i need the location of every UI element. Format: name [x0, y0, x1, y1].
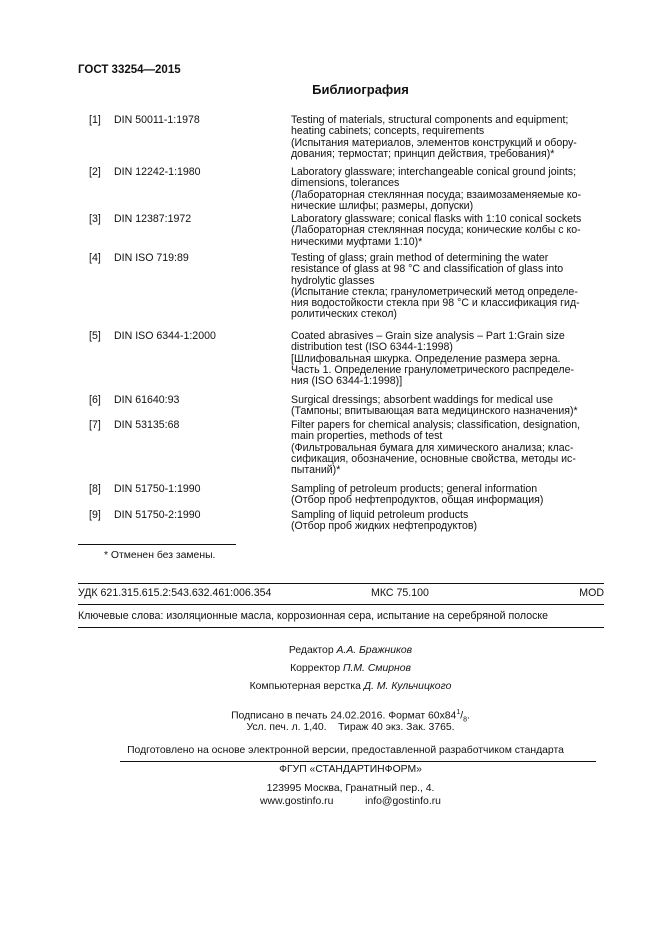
reference-code: DIN ISO 6344-1:2000: [114, 330, 216, 342]
classification-top-rule: [78, 583, 604, 584]
reference-line: Laboratory glassware; conical flasks with 1:10 conical sockets: [291, 213, 582, 225]
reference-line: main properties, methods of test: [291, 430, 443, 443]
reference-line: ния водостойкости стекла при 98 °C и классификация гид-: [291, 297, 580, 310]
reference-number: [9]: [89, 509, 101, 521]
reference-number: [3]: [89, 213, 101, 225]
corrector-line: Корректор П.М. Смирнов: [290, 663, 411, 674]
reference-code: DIN 50011-1:1978: [114, 114, 200, 126]
reference-line: Filter papers for chemical analysis; classification, designation,: [291, 419, 581, 431]
reference-description: [291, 253, 607, 321]
reference-line: пытаний)*: [291, 464, 341, 477]
classification-bottom-rule: [78, 604, 604, 605]
footnote: * Отменен без замены.: [104, 550, 216, 561]
page-title: Библиография: [312, 82, 409, 97]
reference-line: ния (ISO 6344-1:1998)]: [291, 375, 403, 388]
reference-line: дования; термостат; принцип действия, требования)*: [291, 147, 555, 160]
reference-line: (Лабораторная стеклянная посуда; взаимозаменяемые ко-: [291, 188, 582, 201]
reference-code: DIN 53135:68: [114, 419, 180, 431]
reference-line: distribution test (ISO 6344-1:1998): [291, 341, 453, 354]
reference-line: Surgical dressings; absorbent waddings for medical use: [291, 394, 554, 406]
layout-name: Д. М. Кульчицкого: [363, 681, 452, 692]
corrector-name: П.М. Смирнов: [342, 663, 411, 674]
editor-line: Редактор А.А. Бражников: [288, 645, 413, 656]
reference-description: [291, 484, 607, 507]
reference-description: [291, 395, 607, 418]
reference-line: нические шлифы; размеры, допуски): [291, 199, 474, 212]
imprint-rule: [120, 761, 596, 762]
signed-line: Подписано в печать 24.02.2016. Формат $60х84^1/_8$.: [231, 709, 470, 724]
keywords: Ключевые слова: изоляционные масла, коррозионная сера, испытание на серебряной полоске: [78, 610, 549, 622]
address: 123995 Москва, Гранатный пер., 4.: [266, 783, 435, 794]
reference-number: [4]: [89, 252, 101, 264]
prepared-note: Подготовлено на основе электронной версии, предоставленной разработчиком стандарта: [127, 745, 564, 756]
publisher: ФГУП «СТАНДАРТИНФОРМ»: [279, 764, 422, 775]
reference-line: heating cabinets; concepts, requirements: [291, 125, 485, 138]
reference-line: dimensions, tolerances: [291, 177, 400, 190]
reference-line: Laboratory glassware; interchangeable conical ground joints;: [291, 166, 577, 178]
reference-code: DIN 51750-2:1990: [114, 509, 201, 521]
reference-line: Coated abrasives – Grain size analysis – Part 1:Grain size: [291, 330, 565, 342]
reference-description: [291, 331, 607, 387]
mks-code: МКС 75.100: [371, 587, 429, 599]
reference-line: (Отбор проб нефтепродуктов, общая информация): [291, 494, 544, 507]
print-info-line: Усл. печ. л. 1,40. Тираж 40 экз. Зак. 3765.: [246, 722, 455, 733]
reference-line: Sampling of liquid petroleum products: [291, 509, 469, 521]
reference-code: DIN 61640:93: [114, 394, 180, 406]
udc-code: УДК 621.315.615.2:543.632.461:006.354: [78, 587, 272, 599]
standard-number: ГОСТ 33254—2015: [78, 64, 181, 76]
website-link[interactable]: www.gostinfo.ru: [260, 796, 334, 807]
reference-number: [6]: [89, 394, 101, 406]
reference-code: DIN 51750-1:1990: [114, 483, 201, 495]
reference-number: [7]: [89, 419, 101, 431]
reference-line: resistance of glass at 98 °C and classification of glass into: [291, 263, 564, 276]
footnote-divider: [78, 544, 236, 545]
reference-line: сификация, обозначение, основные свойства, методы ис-: [291, 452, 576, 465]
reference-number: [5]: [89, 330, 101, 342]
reference-line: (Фильтровальная бумага для химического анализа; клас-: [291, 441, 574, 454]
reference-code: DIN 12242-1:1980: [114, 166, 201, 178]
reference-line: Testing of glass; grain method of determining the water: [291, 252, 549, 264]
reference-line: Часть 1. Определение гранулометрического распределе-: [291, 363, 575, 376]
reference-line: (Отбор проб жидких нефтепродуктов): [291, 520, 478, 533]
keywords-rule: [78, 627, 604, 628]
reference-code: DIN ISO 719:89: [114, 252, 189, 264]
reference-line: Testing of materials, structural components and equipment;: [291, 114, 569, 126]
reference-line: ническими муфтами 1:10)*: [291, 235, 423, 248]
reference-line: ролитических стекол): [291, 308, 397, 321]
email-link[interactable]: info@gostinfo.ru: [365, 796, 441, 807]
reference-line: (Тампоны; впитывающая вата медицинского назначения)*: [291, 405, 578, 418]
reference-description: [291, 510, 607, 533]
reference-number: [8]: [89, 483, 101, 495]
layout-line: Компьютерная верстка Д. М. Кульчицкого: [249, 681, 452, 692]
reference-description: [291, 214, 607, 248]
mod-label: MOD: [579, 587, 604, 599]
reference-line: (Испытания материалов, элементов конструкций и обору-: [291, 136, 577, 149]
reference-description: [291, 115, 607, 160]
reference-code: DIN 12387:1972: [114, 213, 192, 225]
reference-number: [2]: [89, 166, 101, 178]
reference-description: [291, 167, 607, 212]
reference-line: Sampling of petroleum products; general information: [291, 483, 538, 495]
reference-line: (Испытание стекла; гранулометрический метод определе-: [291, 285, 578, 298]
contacts-line: [0, 796, 661, 807]
reference-line: [Шлифовальная шкурка. Определение размера зерна.: [291, 352, 561, 365]
reference-line: (Лабораторная стеклянная посуда; конические колбы с ко-: [291, 224, 581, 237]
reference-line: hydrolytic glasses: [291, 274, 375, 287]
reference-number: [1]: [89, 114, 101, 126]
editor-name: А.А. Бражников: [336, 645, 413, 656]
reference-description: [291, 420, 607, 476]
